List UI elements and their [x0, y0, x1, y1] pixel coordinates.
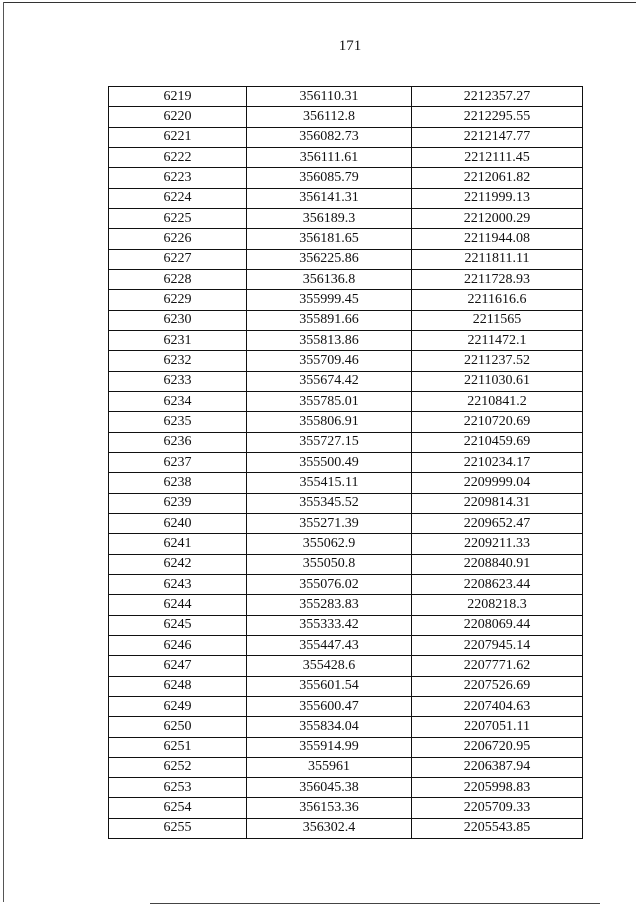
point-number-cell: 6249	[109, 696, 247, 716]
point-number-cell: 6222	[109, 147, 247, 167]
y-coordinate-cell: 2208218.3	[412, 595, 583, 615]
y-coordinate-cell: 2211472.1	[412, 330, 583, 350]
point-number-cell: 6247	[109, 656, 247, 676]
point-number-cell: 6221	[109, 127, 247, 147]
point-number-cell: 6225	[109, 208, 247, 228]
y-coordinate-cell: 2207945.14	[412, 635, 583, 655]
y-coordinate-cell: 2209652.47	[412, 513, 583, 533]
page-number: 171	[338, 38, 362, 54]
point-number-cell: 6235	[109, 412, 247, 432]
table-row	[109, 717, 583, 737]
point-number-cell: 6226	[109, 229, 247, 249]
x-coordinate-cell: 356189.3	[247, 208, 412, 228]
table-row	[109, 290, 583, 310]
table-row	[109, 330, 583, 350]
page-border-bottom	[150, 903, 600, 904]
y-coordinate-cell: 2207526.69	[412, 676, 583, 696]
y-coordinate-cell: 2211999.13	[412, 188, 583, 208]
table-row	[109, 432, 583, 452]
y-coordinate-cell: 2212111.45	[412, 147, 583, 167]
x-coordinate-cell: 356085.79	[247, 168, 412, 188]
y-coordinate-cell: 2205709.33	[412, 798, 583, 818]
y-coordinate-cell: 2210459.69	[412, 432, 583, 452]
x-coordinate-cell: 355283.83	[247, 595, 412, 615]
x-coordinate-cell: 356153.36	[247, 798, 412, 818]
point-number-cell: 6254	[109, 798, 247, 818]
table-row	[109, 310, 583, 330]
x-coordinate-cell: 355601.54	[247, 676, 412, 696]
x-coordinate-cell: 355999.45	[247, 290, 412, 310]
y-coordinate-cell: 2212357.27	[412, 87, 583, 107]
x-coordinate-cell: 355428.6	[247, 656, 412, 676]
y-coordinate-cell: 2207771.62	[412, 656, 583, 676]
point-number-cell: 6253	[109, 778, 247, 798]
point-number-cell: 6232	[109, 351, 247, 371]
x-coordinate-cell: 356110.31	[247, 87, 412, 107]
point-number-cell: 6233	[109, 371, 247, 391]
y-coordinate-cell: 2211616.6	[412, 290, 583, 310]
table-row	[109, 513, 583, 533]
table-row	[109, 676, 583, 696]
table-row	[109, 391, 583, 411]
x-coordinate-cell: 355271.39	[247, 513, 412, 533]
point-number-cell: 6234	[109, 391, 247, 411]
y-coordinate-cell: 2208840.91	[412, 554, 583, 574]
y-coordinate-cell: 2211944.08	[412, 229, 583, 249]
x-coordinate-cell: 355500.49	[247, 452, 412, 472]
table-row	[109, 87, 583, 107]
x-coordinate-cell: 355345.52	[247, 493, 412, 513]
y-coordinate-cell: 2205543.85	[412, 818, 583, 838]
table-row	[109, 229, 583, 249]
y-coordinate-cell: 2211811.11	[412, 249, 583, 269]
x-coordinate-cell: 356111.61	[247, 147, 412, 167]
table-row	[109, 798, 583, 818]
table-row	[109, 778, 583, 798]
table-row	[109, 656, 583, 676]
x-coordinate-cell: 356302.4	[247, 818, 412, 838]
x-coordinate-cell: 355785.01	[247, 391, 412, 411]
y-coordinate-cell: 2212147.77	[412, 127, 583, 147]
point-number-cell: 6238	[109, 473, 247, 493]
x-coordinate-cell: 355415.11	[247, 473, 412, 493]
y-coordinate-cell: 2210841.2	[412, 391, 583, 411]
table-row	[109, 473, 583, 493]
x-coordinate-cell: 355447.43	[247, 635, 412, 655]
table-row	[109, 595, 583, 615]
page-border-left	[3, 2, 4, 902]
x-coordinate-cell: 355813.86	[247, 330, 412, 350]
x-coordinate-cell: 355727.15	[247, 432, 412, 452]
point-number-cell: 6250	[109, 717, 247, 737]
y-coordinate-cell: 2209211.33	[412, 534, 583, 554]
table-row	[109, 188, 583, 208]
table-row	[109, 107, 583, 127]
table-row	[109, 412, 583, 432]
point-number-cell: 6228	[109, 269, 247, 289]
table-row	[109, 574, 583, 594]
table-row	[109, 757, 583, 777]
y-coordinate-cell: 2208069.44	[412, 615, 583, 635]
point-number-cell: 6255	[109, 818, 247, 838]
point-number-cell: 6243	[109, 574, 247, 594]
point-number-cell: 6220	[109, 107, 247, 127]
y-coordinate-cell: 2211565	[412, 310, 583, 330]
y-coordinate-cell: 2212295.55	[412, 107, 583, 127]
point-number-cell: 6245	[109, 615, 247, 635]
point-number-cell: 6229	[109, 290, 247, 310]
y-coordinate-cell: 2209999.04	[412, 473, 583, 493]
table-row	[109, 737, 583, 757]
point-number-cell: 6252	[109, 757, 247, 777]
table-row	[109, 615, 583, 635]
point-number-cell: 6241	[109, 534, 247, 554]
table-row	[109, 269, 583, 289]
y-coordinate-cell: 2209814.31	[412, 493, 583, 513]
point-number-cell: 6251	[109, 737, 247, 757]
table-row	[109, 168, 583, 188]
point-number-cell: 6230	[109, 310, 247, 330]
page-border-top	[4, 2, 636, 3]
point-number-cell: 6231	[109, 330, 247, 350]
x-coordinate-cell: 356181.65	[247, 229, 412, 249]
x-coordinate-cell: 356141.31	[247, 188, 412, 208]
table-row	[109, 635, 583, 655]
y-coordinate-cell: 2207051.11	[412, 717, 583, 737]
x-coordinate-cell: 356045.38	[247, 778, 412, 798]
table-row	[109, 696, 583, 716]
table-row	[109, 127, 583, 147]
y-coordinate-cell: 2212061.82	[412, 168, 583, 188]
table-row	[109, 452, 583, 472]
y-coordinate-cell: 2206720.95	[412, 737, 583, 757]
y-coordinate-cell: 2211030.61	[412, 371, 583, 391]
x-coordinate-cell: 355914.99	[247, 737, 412, 757]
table-row	[109, 493, 583, 513]
x-coordinate-cell: 355834.04	[247, 717, 412, 737]
coordinates-table	[108, 86, 583, 839]
point-number-cell: 6242	[109, 554, 247, 574]
x-coordinate-cell: 355062.9	[247, 534, 412, 554]
x-coordinate-cell: 355891.66	[247, 310, 412, 330]
y-coordinate-cell: 2206387.94	[412, 757, 583, 777]
table-row	[109, 147, 583, 167]
x-coordinate-cell: 355076.02	[247, 574, 412, 594]
x-coordinate-cell: 356112.8	[247, 107, 412, 127]
point-number-cell: 6224	[109, 188, 247, 208]
table-row	[109, 371, 583, 391]
table-row	[109, 534, 583, 554]
point-number-cell: 6239	[109, 493, 247, 513]
y-coordinate-cell: 2208623.44	[412, 574, 583, 594]
y-coordinate-cell: 2211728.93	[412, 269, 583, 289]
coordinates-table-body	[109, 87, 583, 839]
x-coordinate-cell: 356136.8	[247, 269, 412, 289]
x-coordinate-cell: 355600.47	[247, 696, 412, 716]
point-number-cell: 6240	[109, 513, 247, 533]
point-number-cell: 6236	[109, 432, 247, 452]
point-number-cell: 6219	[109, 87, 247, 107]
table-row	[109, 351, 583, 371]
table-row	[109, 818, 583, 838]
table-row	[109, 554, 583, 574]
point-number-cell: 6227	[109, 249, 247, 269]
y-coordinate-cell: 2205998.83	[412, 778, 583, 798]
point-number-cell: 6223	[109, 168, 247, 188]
table-row	[109, 208, 583, 228]
x-coordinate-cell: 356225.86	[247, 249, 412, 269]
point-number-cell: 6237	[109, 452, 247, 472]
y-coordinate-cell: 2211237.52	[412, 351, 583, 371]
x-coordinate-cell: 355806.91	[247, 412, 412, 432]
point-number-cell: 6248	[109, 676, 247, 696]
y-coordinate-cell: 2207404.63	[412, 696, 583, 716]
x-coordinate-cell: 355709.46	[247, 351, 412, 371]
x-coordinate-cell: 355333.42	[247, 615, 412, 635]
y-coordinate-cell: 2210234.17	[412, 452, 583, 472]
x-coordinate-cell: 356082.73	[247, 127, 412, 147]
x-coordinate-cell: 355961	[247, 757, 412, 777]
x-coordinate-cell: 355050.8	[247, 554, 412, 574]
point-number-cell: 6244	[109, 595, 247, 615]
y-coordinate-cell: 2210720.69	[412, 412, 583, 432]
table-row	[109, 249, 583, 269]
x-coordinate-cell: 355674.42	[247, 371, 412, 391]
point-number-cell: 6246	[109, 635, 247, 655]
y-coordinate-cell: 2212000.29	[412, 208, 583, 228]
